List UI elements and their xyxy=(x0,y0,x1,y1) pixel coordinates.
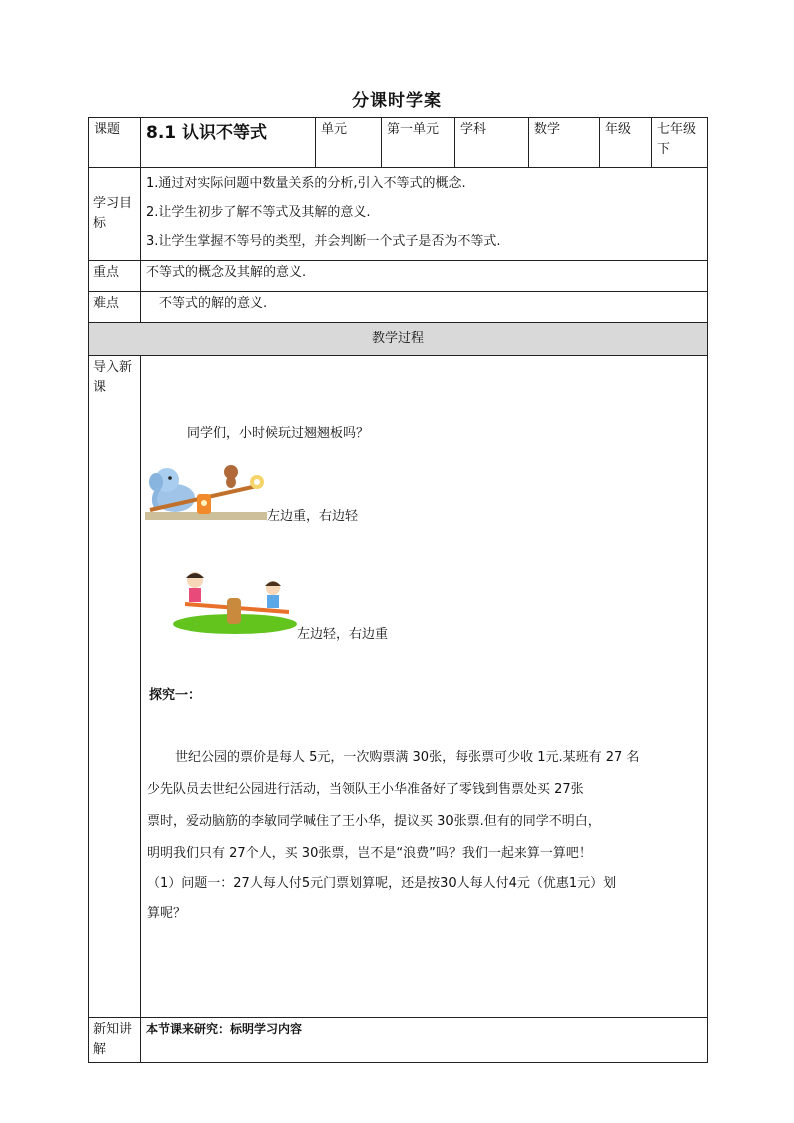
subject-label: 学科 xyxy=(455,118,529,168)
new-knowledge-row xyxy=(89,1018,708,1063)
new-knowledge-label: 新知讲解 xyxy=(89,1018,141,1063)
goals-label: 学习目标 xyxy=(89,168,141,261)
explore-line-2: 少先队员去世纪公园进行活动，当领队王小华准备好了零钱到售票处买 27张 xyxy=(147,782,584,797)
document-title: 分课时学案 xyxy=(352,91,442,111)
process-header-row xyxy=(89,323,708,356)
explore-line-4: 明明我们只有 27个人，买 30张票，岂不是“浪费”吗？我们一起来算一算吧！ xyxy=(147,846,592,861)
key-point-label: 重点 xyxy=(89,261,141,292)
intro-label: 导入新课 xyxy=(89,356,141,1018)
goal-item-3: 3.让学生掌握不等号的类型，并会判断一个式子是否为不等式. xyxy=(146,234,501,250)
intro-content xyxy=(141,356,708,1018)
difficulty-label: 难点 xyxy=(89,292,141,323)
topic-label: 课题 xyxy=(89,118,141,168)
process-header: 教学过程 xyxy=(89,323,708,356)
question-1-line-1: （1）问题一：27人每人付5元门票划算呢，还是按30人每人付4元（优惠1元）划 xyxy=(147,876,617,891)
explore-line-1: 世纪公园的票价是每人 5元，一次购票满 30张，每张票可少收 1元.某班有 27 名 xyxy=(175,750,640,765)
seesaw-kids-image xyxy=(173,568,297,636)
question-1-line-2: 算呢？ xyxy=(147,906,187,921)
explore-line-3: 票时，爱动脑筋的李敏同学喊住了王小华，提议买 30张票.但有的同学不明白， xyxy=(147,814,601,829)
key-point-value: 不等式的概念及其解的意义. xyxy=(141,261,708,292)
subject-value: 数学 xyxy=(529,118,600,168)
intro-row xyxy=(89,356,708,1018)
lesson-plan-table xyxy=(88,117,708,1063)
seesaw-caption-1: 左边重，右边轻 xyxy=(267,509,359,524)
grade-label: 年级 xyxy=(600,118,652,168)
difficulty-value: 不等式的解的意义. xyxy=(141,292,708,323)
topic-value: 8.1 认识不等式 xyxy=(141,118,316,168)
explore-title: 探究一： xyxy=(149,688,202,703)
key-point-row xyxy=(89,261,708,292)
seesaw-caption-2: 左边轻，右边重 xyxy=(297,627,389,642)
grade-value: 七年级下 xyxy=(652,118,708,168)
goals-content xyxy=(141,168,708,261)
unit-label: 单元 xyxy=(316,118,382,168)
difficulty-row xyxy=(89,292,708,323)
header-row xyxy=(89,118,708,168)
goal-item-1: 1.通过对实际问题中数量关系的分析,引入不等式的概念. xyxy=(146,176,466,191)
new-knowledge-value: 本节课来研究：标明学习内容 xyxy=(141,1018,708,1063)
goals-row xyxy=(89,168,708,261)
seesaw-elephant-image xyxy=(145,458,267,520)
intro-question: 同学们，小时候玩过翘翘板吗？ xyxy=(187,426,370,441)
goal-item-2: 2.让学生初步了解不等式及其解的意义. xyxy=(146,205,371,221)
unit-value: 第一单元 xyxy=(382,118,455,168)
